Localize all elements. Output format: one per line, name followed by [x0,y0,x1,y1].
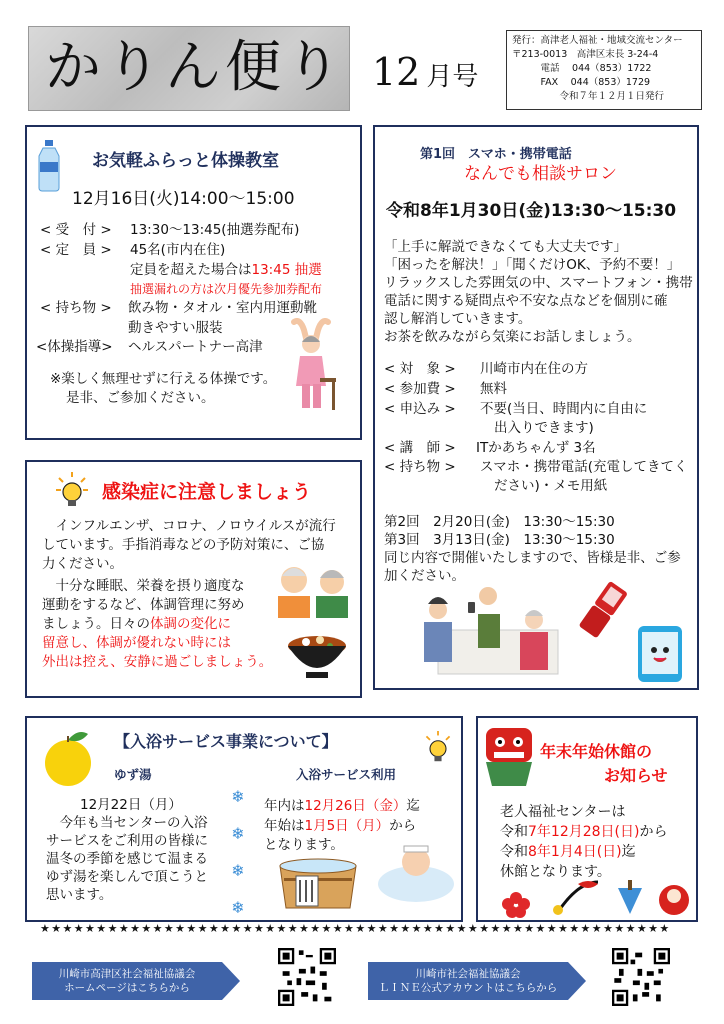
bath-service-title: 入浴サービス利用 [296,767,397,782]
infection-p1: 力ください。 [42,556,123,572]
salon-row-value: 無料 [480,381,507,397]
issue-month: 12 [372,50,421,94]
salon-row-label: < 参加費 > [384,381,456,397]
salon-session3: 第3回 3月13日(金) 13:30～15:30 [384,532,615,548]
bath-new-year-line: 年始は1月5日（月）から [264,818,417,834]
smartphone-character-icon [628,622,692,686]
lottery-time: 13:45 抽選 [251,262,322,278]
yuzu-date: 12月22日（月） [80,797,182,813]
line-qr-code[interactable] [612,948,670,1006]
salon-row-value: スマホ・携帯電話(充電してきてく [480,459,688,475]
exercise-title: お気軽ふらっと体操教室 [92,151,279,171]
salon-row-label: < 申込み > [384,401,456,417]
salon-body-line: 「困ったを解決！」「聞くだけOK、予約不要！」 [384,257,681,273]
salon-row-value: ださい)・メモ用紙 [494,478,608,494]
yuzu-body: ゆず湯を楽しんで頂こうと [46,869,208,885]
year-end-date: 12月26日（金） [304,798,407,814]
line-account-link-button[interactable] [368,962,568,1000]
salon-row-value: 不要(当日、時間内に自由に [480,401,648,417]
salon-row-value: ITかあちゃんず 3名 [476,440,596,456]
exercise-note: 是非、ご参加ください。 [66,390,215,406]
closure-end-date: 8年1月4日(日) [528,844,622,860]
infection-p2: 十分な睡眠、栄養を摂り適度な [42,578,245,594]
salon-body-line: お茶を飲みながら気楽にお話しましょう。 [384,329,641,345]
soup-bowl-illustration [286,628,348,684]
publisher-line: 〒213-0013 高津区末長 3-24-4 [512,49,659,60]
bath-year-end-line: 年内は12月26日（金）迄 [264,798,420,814]
lion-dance-icon [480,724,538,788]
new-year-decorations-illustration [498,876,694,918]
homepage-link-button[interactable] [32,962,222,1000]
infection-title: 感染症に注意しましょう [102,481,312,503]
exercising-woman-illustration [280,318,342,414]
exercise-note: ※楽しく無理せずに行える体操です。 [50,371,277,387]
infection-warning: 留意し、体調が優れない時には [42,635,231,651]
lightbulb-icon [54,470,90,510]
infection-p2: 運動をするなど、体調管理に努め [42,597,245,613]
newsletter-title: かりん便り [45,35,345,100]
instructor-value: ヘルスパートナー高津 [128,339,263,355]
publisher-line: 発行：高津老人福祉・地域交流センター [512,35,683,46]
elderly-couple-eating-illustration [272,558,354,620]
snowflake-divider: ❄ ❄ ❄ ❄ [231,787,245,917]
yuzu-body: 思います。 [46,887,113,903]
homepage-arrow [222,962,240,1000]
line-account-link-label: 川崎市社会福祉協議会 [415,968,521,980]
smartphone-consultation-illustration [408,580,568,680]
yuzu-title: ゆず湯 [114,767,152,782]
flip-phone-icon [578,580,628,640]
line-account-arrow [568,962,586,1000]
lottery-note: 抽選漏れの方は次月優先参加券配布 [130,282,323,296]
yuzu-body: 温冬の季節を感じて温まる [46,851,208,867]
exercise-datetime: 12月16日(火)14:00～15:00 [72,189,295,209]
items-value: 動きやすい服装 [128,320,223,336]
bathtub-illustration [266,832,456,914]
closure-start-date: 7年12月28日(日) [528,824,640,840]
holiday-line: 令和7年12月28日(日)から [500,824,668,840]
infection-p2: ましょう。日々の体調の変化に [42,616,231,632]
infection-p1: インフルエンザ、コロナ、ノロウイルスが流行 [42,518,336,534]
star-divider: ★★★★★★★★★★★★★★★★★★★★★★★★★★★★★★★★★★★★★★★★★★★★★★★★★★★★★★★★ [40,922,671,935]
items-label: < 持ち物 > [40,300,112,316]
infection-warning: 体調の変化に [150,616,231,632]
new-year-date: 1月5日（月） [304,818,390,834]
capacity-note: 定員を超えた場合は13:45 抽選 [130,262,322,278]
publisher-box [506,30,702,110]
salon-closing: 同じ内容で開催いたしますので、皆様是非、ご参 [384,550,681,566]
salon-row-label: < 持ち物 > [384,459,456,475]
infection-warning: 外出は控え、安静に過ごしましょう。 [42,654,273,670]
salon-row-label: < 講 師 > [384,440,456,456]
issue-number [372,50,478,94]
holiday-line: 令和8年1月4日(日)迄 [500,844,636,860]
salon-session: 第1回 スマホ・携帯電話 [420,147,572,162]
homepage-link-label: 川崎市高津区社会福祉協議会 [58,968,196,980]
yuzu-body: サービスをご利用の皆様に [46,833,208,849]
salon-body-line: 認し解消していきます。 [384,311,532,327]
reception-label: < 受 付 > [40,222,112,238]
salon-row-value: 出入りできます) [494,420,594,436]
reception-value: 13:30～13:45(抽選券配布) [130,222,300,238]
publisher-line: 令和７年１２月１日発行 [512,91,665,102]
publisher-line: FAX 044（853）1729 [512,77,651,88]
salon-body-line: 「上手に解説できなくても大丈夫です」 [384,239,627,255]
bath-closing-line: となります。 [264,837,344,853]
infection-p1: しています。手指消毒などの予防対策に、ご協 [42,537,325,553]
holiday-line: 老人福祉センターは [500,804,626,820]
holiday-title: お知らせ [604,766,668,785]
salon-body-line: リラックスした雰囲気の中、スマートフォン・携帯 [384,275,693,291]
publisher-line: 電話 044（853）1722 [512,63,652,74]
salon-body-line: 電話に関する疑問点や不安な点などを個別に確 [384,293,668,309]
capacity-value: 45名(市内在住) [130,242,226,258]
holiday-title: 年末年始休館の [540,742,653,761]
salon-datetime: 令和8年1月30日(金)13:30～15:30 [386,201,677,221]
salon-session2: 第2回 2月20日(金) 13:30～15:30 [384,514,615,530]
yuzu-body: 今年も当センターの入浴 [46,815,208,831]
salon-title: なんでも相談サロン [464,164,617,184]
salon-row-value: 川崎市内在住の方 [480,361,588,377]
lightbulb-icon [422,728,454,766]
yuzu-fruit-icon [37,730,99,788]
salon-row-label: < 対 象 > [384,361,456,377]
line-account-link-label: ＬＩＮＥ公式アカウントはこちらから [378,982,558,994]
homepage-link-label: ホームページはこちらから [64,982,190,994]
issue-suffix: 月号 [426,62,479,92]
instructor-label: <体操指導> [36,339,113,355]
holiday-line: 休館となります。 [500,864,611,880]
bath-title: 【入浴サービス事業について】 [114,732,338,751]
items-value: 飲み物・タオル・室内用運動靴 [128,300,317,316]
salon-closing: 加ください。 [384,568,465,584]
homepage-qr-code[interactable] [278,948,336,1006]
water-bottle-icon [36,140,62,192]
capacity-label: < 定 員 > [40,242,112,258]
title-banner [28,26,350,111]
